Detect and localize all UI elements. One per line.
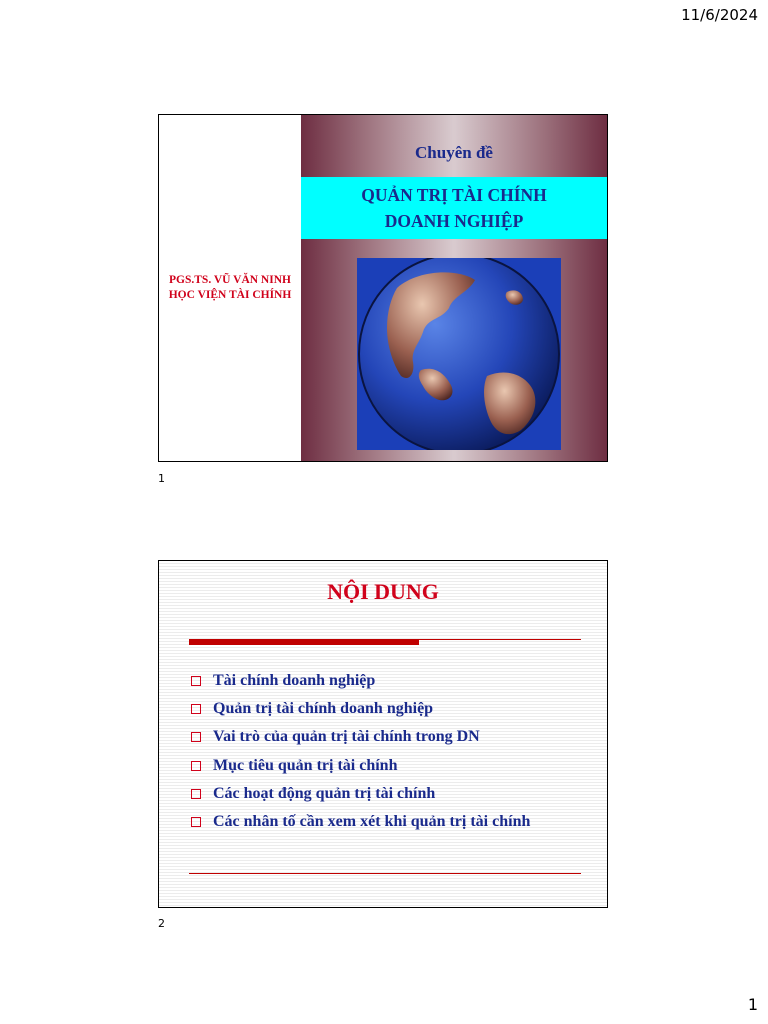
hollow-square-bullet-icon (191, 704, 201, 714)
slide-1-title-bar (301, 177, 607, 239)
list-item (191, 723, 530, 751)
list-item (191, 695, 530, 723)
content-list (191, 667, 530, 836)
slide-1-right-panel (301, 115, 607, 461)
globe-icon (357, 258, 561, 450)
list-item-text: Mục tiêu quản trị tài chính (213, 756, 398, 774)
bottom-rule (189, 873, 581, 874)
slide-2-title: NỘI DUNG (327, 579, 439, 604)
slide-1-left-panel (159, 115, 301, 461)
hollow-square-bullet-icon (191, 732, 201, 742)
list-item-text: Các hoạt động quản trị tài chính (213, 784, 436, 802)
author-institution: HỌC VIỆN TÀI CHÍNH (168, 289, 292, 301)
author-block (159, 273, 301, 303)
list-item-text: Quản trị tài chính doanh nghiệp (213, 700, 434, 718)
list-item (191, 752, 530, 780)
list-item (191, 667, 530, 695)
slide-2 (158, 560, 608, 908)
list-item-text: Các nhân tố cần xem xét khi quản trị tài chính (213, 813, 531, 831)
author-name: PGS.TS. VŨ VĂN NINH (169, 274, 291, 286)
list-item-text: Vai trò của quản trị tài chính trong DN (213, 728, 480, 746)
slide-1-number: 1 (158, 472, 165, 485)
slide-1 (158, 114, 608, 462)
list-item (191, 808, 530, 836)
globe-image (357, 258, 561, 450)
page-number: 1 (747, 995, 758, 1014)
title-rule-thick (189, 640, 419, 645)
slide-1-title-line-2: DOANH NGHIỆP (384, 211, 524, 231)
hollow-square-bullet-icon (191, 817, 201, 827)
list-item-text: Tài chính doanh nghiệp (213, 672, 376, 690)
print-date: 11/6/2024 (681, 6, 758, 24)
list-item (191, 780, 530, 808)
hollow-square-bullet-icon (191, 761, 201, 771)
hollow-square-bullet-icon (191, 789, 201, 799)
slide-1-topic: Chuyên đề (415, 143, 493, 162)
hollow-square-bullet-icon (191, 676, 201, 686)
slide-2-number: 2 (158, 917, 165, 930)
slide-1-title-line-1: QUẢN TRỊ TÀI CHÍNH (361, 185, 547, 205)
